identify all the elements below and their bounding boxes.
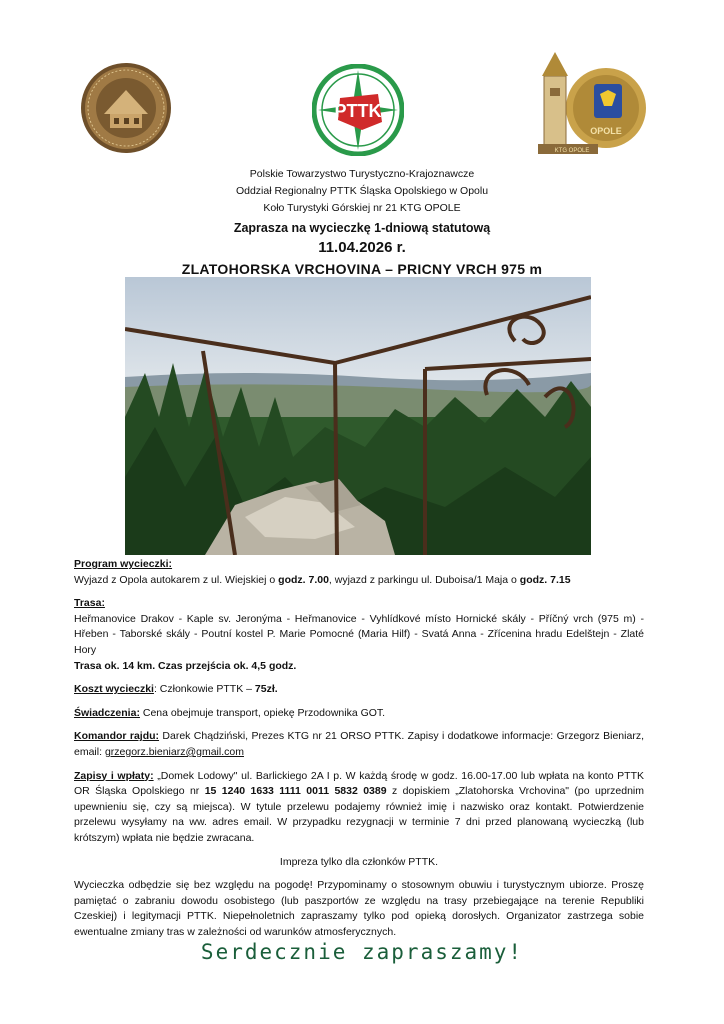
- cost-amount: 75zł.: [254, 683, 278, 696]
- weather-notice: Wycieczka odbędzie się bez względu na pogodę! Przypominamy o stosownym obuwiu i turystycznym ubiorze. Proszę pamiętać o zabraniu dowodu osobistego (lub paszportów ze względu na trasy przebiegające na terenie Republiki Czeskiej) i legitymacji PTTK. Niepełnoletnich zapraszamy tylko pod opieką dorosłych. Organizator zastrzega sobie ewentualne zmiany tras w zależności od warunków atmosferycznych.: [74, 879, 644, 938]
- org-name-line2: Oddział Regionalny PTTK Śląska Opolskiego w Opolu: [235, 185, 489, 197]
- departure-time-1: godz. 7.00: [278, 573, 329, 586]
- opole-city-text: OPOLE: [590, 126, 622, 136]
- route-text: Heřmanovice Drakov - Kaple sv. Jeronýma - Heřmanovice - Vyhlídkové místo Hornické skály - Příčný vrch (975 m) - Hřeben - Taborské skály - Poutní kostel P. Marie Pomocné (Maria Hilf) - Svatá Anna - Zřícenina hradu Edelštejn - Zlaté Hory: [74, 612, 644, 656]
- ktg-badge-left-icon: [80, 62, 172, 154]
- logo-row: [0, 48, 724, 158]
- services-text: Cena obejmuje transport, opiekę Przodownika GOT.: [139, 706, 386, 719]
- letterhead: [0, 166, 724, 279]
- program-text-b: , wyjazd z parkingu ul. Duboisa/1 Maja o: [328, 573, 520, 586]
- invite-line: Zaprasza na wycieczkę 1-dniową statutową: [233, 221, 491, 235]
- cost-text: : Członkowie PTTK –: [153, 683, 255, 696]
- members-only-note: Impreza tylko dla członków PTTK.: [279, 855, 439, 868]
- trip-date: 11.04.2026 r.: [318, 239, 406, 256]
- cost-line: [74, 682, 644, 698]
- email-link[interactable]: grzegorz.bieniarz@gmail.com: [104, 745, 244, 758]
- signup-text-a: „Domek Lodowy" ul. Barlickiego 2A I p. W każdą środę w godz. 16.00-17.00 lub wpłata na konto PTTK OR Śląska Opolskiego nr: [74, 769, 644, 798]
- pttk-compass-logo-icon: [312, 64, 404, 156]
- route-summary: Trasa ok. 14 km. Czas przejścia ok. 4,5 godz.: [74, 659, 297, 672]
- signup-paragraph: [74, 769, 644, 847]
- pttk-logo-text: PTTK: [334, 101, 382, 121]
- program-heading: Program wycieczki:: [74, 558, 173, 570]
- view-from-lookout-tower-icon: [125, 277, 591, 555]
- program-text-a: Wyjazd z Opola autokarem z ul. Wiejskiej o: [74, 573, 279, 586]
- leader-text: Darek Chądziński, Prezes KTG nr 21 ORSO PTTK. Zapisy i dodatkowe informacje: Grzegorz Bieniarz, email:: [74, 730, 644, 758]
- org-name-line3: Koło Turystyki Górskiej nr 21 KTG OPOLE: [263, 202, 461, 214]
- cost-heading: Koszt wycieczki: [74, 683, 154, 696]
- signup-heading: Zapisy i wpłaty:: [74, 769, 154, 782]
- services-heading: Świadczenia:: [74, 706, 140, 719]
- trip-destination: ZLATOHORSKA VRCHOVINA – PRICNY VRCH 975 m: [181, 261, 543, 277]
- departure-time-2: godz. 7.15: [519, 573, 571, 586]
- trip-details: [74, 557, 644, 940]
- route-heading: Trasa:: [74, 597, 105, 610]
- closing-greeting: Serdecznie zapraszamy!: [200, 940, 524, 964]
- ktg-opole-text: KTG OPOLE: [554, 148, 590, 154]
- program-text: [74, 573, 644, 589]
- leader-heading: Komandor rajdu:: [74, 730, 160, 743]
- opole-tower-badge-icon: [536, 48, 648, 158]
- leader-line: [74, 729, 644, 760]
- bank-account-number: 15 1240 1633 1111 0011 5832 0389: [204, 785, 387, 798]
- signup-text-b: z dopiskiem „Zlatohorska Vrchovina" (po uprzednim upewnieniu się, czy są miejsca). W tytule przelewu podajemy również imię i nazwisko oraz kontakt. Potwierdzenie przelewu wysyłamy na ww. adres email. W przypadku rezygnacji w terminie 7 dni przed planowaną wycieczką (lub krótszym) wpłata nie będzie zwracana.: [74, 785, 645, 844]
- services-line: [74, 706, 644, 722]
- org-name-line1: Polskie Towarzystwo Turystyczno-Krajoznawcze: [249, 168, 475, 180]
